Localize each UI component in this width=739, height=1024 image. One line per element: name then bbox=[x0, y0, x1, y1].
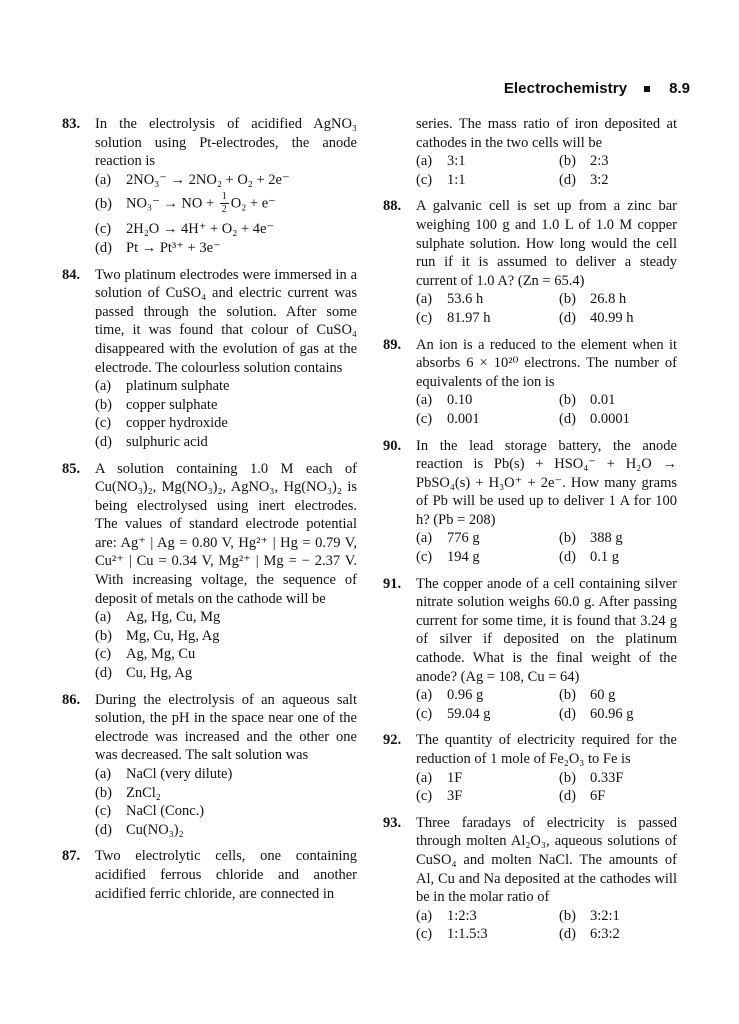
question-text: An ion is a reduced to the element when it absorbs 6 × 10²⁰ electrons. The number of equivalents of the ion is bbox=[416, 336, 677, 390]
option-text: NaCl (Conc.) bbox=[126, 803, 205, 820]
option-label: (b) bbox=[559, 907, 576, 924]
option-label: (d) bbox=[95, 433, 112, 450]
option-text-pre: NO₃⁻ → NO + bbox=[126, 195, 218, 212]
option-label: (b) bbox=[559, 769, 576, 786]
option-a bbox=[95, 765, 357, 784]
option-a bbox=[95, 377, 357, 396]
option-text: sulphuric acid bbox=[126, 433, 208, 450]
option-label: (d) bbox=[559, 410, 576, 427]
option-text: 3:2:1 bbox=[590, 907, 620, 924]
option-text: NaCl (very dilute) bbox=[126, 766, 233, 782]
option-row bbox=[416, 529, 677, 548]
option-label: (a) bbox=[416, 687, 433, 704]
option-d bbox=[95, 433, 357, 452]
option-text-post: O₂ + e⁻ bbox=[230, 195, 276, 212]
option-row bbox=[416, 171, 677, 190]
option-label: (b) bbox=[559, 392, 576, 409]
option-a bbox=[416, 152, 559, 171]
option-label: (c) bbox=[416, 171, 433, 188]
option-text: 388 g bbox=[590, 530, 623, 547]
option-text: platinum sulphate bbox=[126, 378, 230, 395]
option-c bbox=[95, 645, 357, 664]
option-text: 6:3:2 bbox=[590, 926, 620, 943]
option-row bbox=[416, 290, 677, 309]
option-label: (a) bbox=[416, 769, 433, 786]
option-d bbox=[559, 548, 619, 567]
option-d bbox=[559, 705, 634, 724]
question-87-continuation bbox=[416, 115, 677, 189]
option-label: (c) bbox=[95, 221, 112, 238]
option-row bbox=[416, 925, 677, 944]
option-a bbox=[416, 529, 559, 548]
option-text: 1:2:3 bbox=[447, 907, 477, 924]
option-text: Pt → Pt³⁺ + 3e⁻ bbox=[126, 239, 221, 256]
option-label: (c) bbox=[416, 705, 433, 722]
question-text: The quantity of electricity required for the reduction of 1 mole of Fe₂O₃ to Fe is bbox=[416, 732, 677, 767]
question-83 bbox=[62, 115, 357, 258]
option-label: (d) bbox=[95, 239, 112, 256]
question-number: 84. bbox=[62, 266, 81, 283]
option-row bbox=[416, 705, 677, 724]
option-row bbox=[416, 769, 677, 788]
option-label: (d) bbox=[559, 309, 576, 326]
option-a bbox=[416, 907, 559, 926]
option-text: copper sulphate bbox=[126, 396, 218, 413]
question-text: A solution containing 1.0 M each of Cu(NO₃)₂, Mg(NO₃)₂, AgNO₃, Hg(NO₃)₂ is being electrolysed using inert electrodes. The values of standard electrode potential are: Ag⁺ | Ag = 0.80 V, Hg²⁺ | Hg = 0.79 V, Cu²⁺ | Cu = 0.34 V, Mg²⁺ | Mg = − 2.37 V. With increasing voltage, the sequence of deposit of metals on the cathode will be bbox=[95, 460, 357, 607]
option-c bbox=[416, 925, 559, 944]
option-text: 40.99 h bbox=[590, 309, 634, 326]
option-label: (b) bbox=[95, 784, 112, 801]
option-label: (a) bbox=[416, 291, 433, 308]
option-b bbox=[95, 784, 357, 803]
question-body bbox=[416, 336, 677, 429]
option-text: 3:1 bbox=[447, 153, 466, 170]
option-b bbox=[559, 529, 623, 548]
option-c bbox=[95, 220, 357, 239]
fraction-numerator: 1 bbox=[221, 191, 227, 203]
square-bullet-icon bbox=[644, 86, 650, 92]
option-text: 0.1 g bbox=[590, 549, 619, 566]
option-label: (a) bbox=[95, 609, 112, 626]
option-d bbox=[95, 821, 357, 840]
question-number: 83. bbox=[62, 116, 81, 132]
option-text: 0.01 bbox=[590, 392, 616, 409]
option-c bbox=[416, 705, 559, 724]
option-label: (d) bbox=[559, 171, 576, 188]
option-text: 194 g bbox=[447, 549, 480, 566]
option-b bbox=[559, 686, 615, 705]
option-a bbox=[95, 171, 357, 190]
option-text: 60.96 g bbox=[590, 705, 634, 722]
option-label: (d) bbox=[559, 926, 576, 943]
question-86 bbox=[62, 691, 357, 840]
option-c bbox=[416, 171, 559, 190]
option-row bbox=[416, 686, 677, 705]
question-number: 89. bbox=[383, 336, 402, 353]
option-text: 2:3 bbox=[590, 153, 609, 170]
question-body bbox=[95, 266, 357, 452]
question-body bbox=[95, 691, 357, 840]
question-text: Three faradays of electricity is passed through molten Al₂O₃, aqueous solutions of CuSO₄ and molten NaCl. The amounts of Al, Cu and Na deposited at the cathodes will be in the molar ratio of bbox=[416, 814, 677, 906]
option-label: (c) bbox=[95, 646, 112, 663]
option-c bbox=[416, 787, 559, 806]
option-label: (b) bbox=[559, 153, 576, 170]
option-text: 26.8 h bbox=[590, 291, 627, 308]
option-text: 1:1 bbox=[447, 171, 466, 188]
option-label: (c) bbox=[416, 926, 433, 943]
question-92 bbox=[383, 731, 677, 805]
question-84 bbox=[62, 266, 357, 452]
question-85 bbox=[62, 460, 357, 683]
question-number: 92. bbox=[383, 732, 402, 749]
option-text: 59.04 g bbox=[447, 705, 491, 722]
option-label: (d) bbox=[559, 549, 576, 566]
option-row bbox=[416, 410, 677, 429]
option-c bbox=[416, 410, 559, 429]
option-b bbox=[559, 290, 626, 309]
option-text: 2H₂O → 4H⁺ + O₂ + 4e⁻ bbox=[126, 221, 275, 238]
question-text: The copper anode of a cell containing silver nitrate solution weighs 60.0 g. After passing current for some time, it is found that 3.24 g of silver if deposited on the platinum cathode. What is the final weight of the anode? (Ag = 108, Cu = 64) bbox=[416, 575, 677, 685]
option-d bbox=[95, 664, 357, 683]
question-body bbox=[416, 731, 677, 805]
question-body bbox=[416, 437, 677, 567]
question-number: 88. bbox=[383, 198, 402, 215]
option-b bbox=[95, 627, 357, 646]
fraction-one-half bbox=[220, 191, 229, 215]
option-row bbox=[416, 787, 677, 806]
question-body bbox=[95, 847, 357, 903]
option-label: (d) bbox=[95, 821, 112, 838]
option-d bbox=[559, 787, 605, 806]
option-b bbox=[559, 391, 615, 410]
option-b bbox=[559, 769, 623, 788]
option-text: 0.001 bbox=[447, 410, 480, 427]
question-text: Two platinum electrodes were immersed in a solution of CuSO₄ and electric current was passed through the solution. After some time, it was found that colour of CuSO₄ disappeared with the evolution of gas at the electrode. The colourless solution contains bbox=[95, 266, 357, 376]
question-number: 93. bbox=[383, 814, 402, 831]
question-number: 86. bbox=[62, 691, 81, 708]
option-text: 60 g bbox=[590, 687, 616, 704]
question-body bbox=[95, 115, 357, 258]
option-text: 6F bbox=[590, 788, 606, 805]
question-number: 90. bbox=[383, 437, 402, 454]
right-column bbox=[383, 115, 677, 952]
option-b bbox=[95, 396, 357, 415]
question-88 bbox=[383, 197, 677, 327]
option-text: copper hydroxide bbox=[126, 415, 228, 432]
option-text: Cu, Hg, Ag bbox=[126, 665, 193, 682]
option-text: 2NO₃⁻ → 2NO₂ + O₂ + 2e⁻ bbox=[126, 171, 290, 188]
option-label: (c) bbox=[95, 803, 112, 820]
option-label: (d) bbox=[95, 665, 112, 682]
question-number: 91. bbox=[383, 575, 402, 592]
option-label: (a) bbox=[416, 392, 433, 409]
option-a bbox=[95, 608, 357, 627]
option-a bbox=[416, 769, 559, 788]
question-body bbox=[416, 814, 677, 944]
option-label: (d) bbox=[559, 788, 576, 805]
option-label: (b) bbox=[95, 396, 112, 413]
option-label: (d) bbox=[559, 705, 576, 722]
option-text: ZnCl₂ bbox=[126, 784, 161, 801]
option-text: 3:2 bbox=[590, 171, 609, 188]
question-93 bbox=[383, 814, 677, 944]
question-90 bbox=[383, 437, 677, 567]
question-text: In the lead storage battery, the anode reaction is Pb(s) + HSO₄⁻ + H₂O → PbSO₄(s) + H₃O⁺ + 2e⁻. How many grams of Pb will be used up to deliver 1 A for 100 h? (Pb = 208) bbox=[416, 437, 677, 528]
option-b bbox=[559, 907, 620, 926]
option-label: (a) bbox=[95, 766, 112, 782]
option-label: (b) bbox=[95, 627, 112, 644]
option-row bbox=[416, 548, 677, 567]
option-row bbox=[416, 152, 677, 171]
option-d bbox=[559, 410, 630, 429]
option-a bbox=[416, 290, 559, 309]
question-body bbox=[416, 197, 677, 327]
option-text: Ag, Hg, Cu, Mg bbox=[126, 609, 221, 626]
option-label: (b) bbox=[559, 687, 576, 704]
option-text: 53.6 h bbox=[447, 291, 484, 308]
option-label: (c) bbox=[95, 415, 112, 432]
option-label: (a) bbox=[416, 530, 433, 547]
option-d bbox=[559, 171, 609, 190]
two-column-layout bbox=[0, 115, 739, 952]
question-89 bbox=[383, 336, 677, 429]
option-text: Cu(NO₃)₂ bbox=[126, 821, 184, 838]
option-label: (b) bbox=[559, 291, 576, 308]
fraction-denominator: 2 bbox=[221, 203, 227, 215]
option-c bbox=[416, 548, 559, 567]
option-label: (c) bbox=[416, 788, 433, 805]
option-b bbox=[95, 189, 357, 220]
option-label: (a) bbox=[416, 153, 433, 170]
option-d bbox=[559, 309, 634, 328]
option-text: Ag, Mg, Cu bbox=[126, 646, 196, 663]
option-text: 0.0001 bbox=[590, 410, 630, 427]
question-91 bbox=[383, 575, 677, 724]
option-row bbox=[416, 309, 677, 328]
option-text: 0.33F bbox=[590, 769, 624, 786]
question-body bbox=[95, 460, 357, 683]
option-d bbox=[559, 925, 620, 944]
option-label: (b) bbox=[95, 195, 112, 212]
option-label: (c) bbox=[416, 549, 433, 566]
option-label: (a) bbox=[95, 378, 112, 395]
question-text: In the electrolysis of acidified AgNO₃ solution using Pt-electrodes, the anode reaction is bbox=[95, 116, 357, 170]
left-column bbox=[62, 115, 357, 952]
option-a bbox=[416, 391, 559, 410]
question-body bbox=[416, 575, 677, 724]
option-row bbox=[416, 391, 677, 410]
option-label: (c) bbox=[416, 309, 433, 326]
question-text: During the electrolysis of an aqueous salt solution, the pH in the space near one of the electrode was increased and the other one was decreased. The salt solution was bbox=[95, 691, 357, 764]
option-text: 3F bbox=[447, 788, 463, 805]
option-text: 1F bbox=[447, 769, 463, 786]
option-b bbox=[559, 152, 609, 171]
chapter-title: Electrochemistry bbox=[503, 80, 628, 97]
option-text: 81.97 h bbox=[447, 309, 491, 326]
option-c bbox=[95, 414, 357, 433]
question-87 bbox=[62, 847, 357, 903]
page-header bbox=[0, 80, 739, 98]
option-c bbox=[95, 802, 357, 821]
option-label: (c) bbox=[416, 410, 433, 427]
option-a bbox=[416, 686, 559, 705]
option-text: Mg, Cu, Hg, Ag bbox=[126, 627, 220, 644]
question-number: 87. bbox=[62, 848, 81, 865]
question-number: 85. bbox=[62, 460, 81, 477]
option-text: 776 g bbox=[447, 530, 480, 547]
question-text: A galvanic cell is set up from a zinc bar weighing 100 g and 1.0 L of 1.0 M copper sulphate solution. How long would the cell run if it is assumed to deliver a steady current of 1.0 A? (Zn = 65.4) bbox=[416, 198, 677, 289]
page-number: 8.9 bbox=[669, 80, 690, 97]
option-row bbox=[416, 907, 677, 926]
option-text: 0.96 g bbox=[447, 687, 484, 704]
continuation-text: series. The mass ratio of iron deposited at cathodes in the two cells will be bbox=[416, 116, 677, 151]
option-label: (a) bbox=[95, 171, 112, 188]
option-text: 1:1.5:3 bbox=[447, 926, 488, 943]
option-text: 0.10 bbox=[447, 392, 473, 409]
option-c bbox=[416, 309, 559, 328]
option-label: (b) bbox=[559, 530, 576, 547]
option-label: (a) bbox=[416, 907, 433, 924]
option-d bbox=[95, 239, 357, 258]
question-text: Two electrolytic cells, one containing acidified ferrous chloride and another acidified ferric chloride, are connected in bbox=[95, 848, 357, 902]
